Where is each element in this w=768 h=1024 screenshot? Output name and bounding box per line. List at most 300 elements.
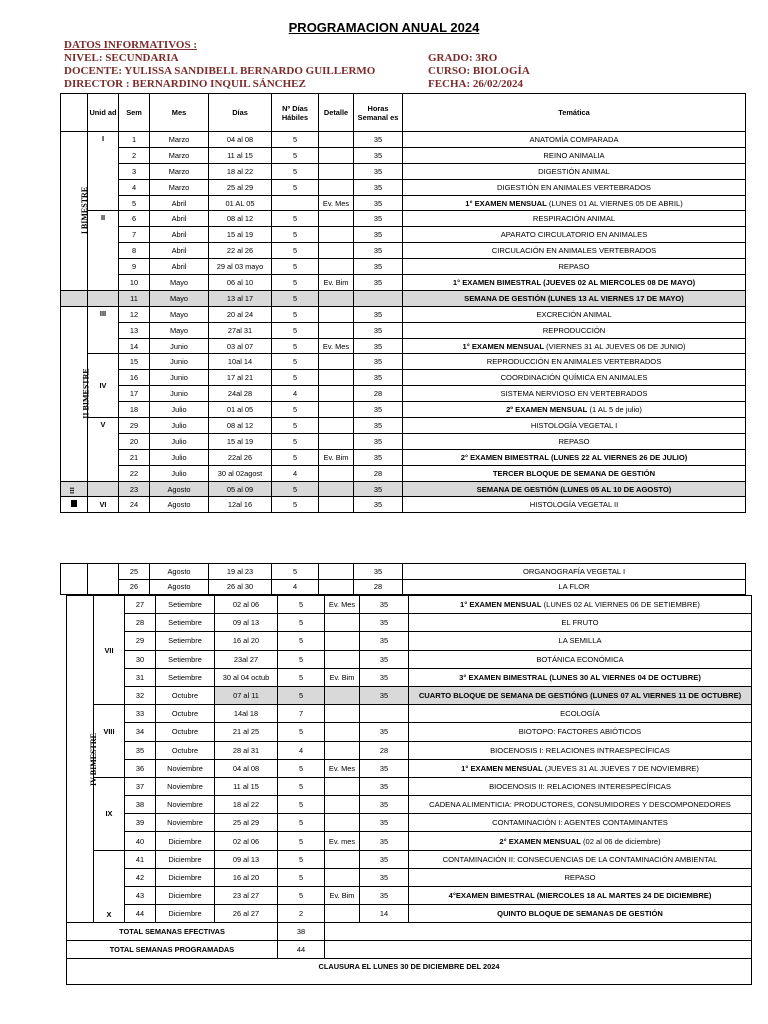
detalle-cell bbox=[319, 179, 354, 195]
horas-cell: 35 bbox=[354, 564, 403, 580]
horas-cell: 35 bbox=[354, 259, 403, 275]
tematica-cell bbox=[409, 650, 752, 668]
total-programadas-empty bbox=[325, 941, 752, 959]
dias-cell: 21 al 25 bbox=[215, 723, 278, 741]
tematica-text: LA FLOR bbox=[558, 582, 590, 592]
tematica-bold-text: 4°EXAMEN BIMESTRAL (MIERCOLES 18 AL MARTES 24 DE DICIEMBRE) bbox=[448, 891, 712, 901]
clausura-row bbox=[67, 959, 752, 985]
horas-cell: 35 bbox=[354, 211, 403, 227]
sem-cell: 13 bbox=[119, 322, 150, 338]
tematica-text: BIOCENOSIS I: RELACIONES INTRAESPECÍFICAS bbox=[490, 745, 670, 755]
detalle-cell bbox=[325, 905, 360, 923]
mes-cell: Junio bbox=[150, 338, 209, 354]
table-row bbox=[67, 868, 752, 886]
horas-cell: 35 bbox=[360, 614, 409, 632]
table-row bbox=[67, 887, 752, 905]
bimestre-label: IV BIMESTRE bbox=[88, 732, 98, 786]
mes-cell: Julio bbox=[150, 418, 209, 434]
detalle-cell bbox=[319, 227, 354, 243]
tematica-text: EXCRECIÓN ANIMAL bbox=[536, 309, 612, 319]
detalle-cell bbox=[325, 705, 360, 723]
detalle-cell bbox=[319, 418, 354, 434]
bimestre-cell-2 bbox=[61, 306, 91, 481]
tematica-text: DIGESTIÓN ANIMAL bbox=[538, 166, 610, 176]
header-tematica: Temática bbox=[403, 94, 746, 132]
dias-cell: 16 al 20 bbox=[215, 868, 278, 886]
table-row bbox=[61, 147, 746, 163]
horas-cell: 35 bbox=[354, 306, 403, 322]
mes-cell: Mayo bbox=[150, 322, 209, 338]
habiles-cell: 5 bbox=[278, 832, 325, 850]
table-row bbox=[61, 322, 746, 338]
tematica-cell bbox=[403, 354, 746, 370]
tematica-bold-text: 2° EXAMEN BIMESTRAL (LUNES 22 AL VIERNES 26 DE JULIO) bbox=[460, 452, 688, 462]
tematica-text: HISTOLOGÍA VEGETAL II bbox=[529, 500, 619, 510]
habiles-cell: 5 bbox=[272, 306, 319, 322]
tematica-cell bbox=[409, 905, 752, 923]
dias-cell: 04 al 08 bbox=[215, 759, 278, 777]
tematica-text: BOTÁNICA ECONÓMICA bbox=[536, 654, 624, 664]
horas-cell: 35 bbox=[354, 481, 403, 497]
dias-cell: 22 al 26 bbox=[209, 243, 272, 259]
horas-cell: 35 bbox=[354, 132, 403, 148]
horas-cell: 35 bbox=[360, 850, 409, 868]
mes-cell: Diciembre bbox=[156, 868, 215, 886]
table-row bbox=[61, 465, 746, 481]
table-header-row bbox=[61, 94, 746, 132]
total-efectivas-value: 38 bbox=[278, 923, 325, 941]
tematica-cell bbox=[403, 195, 746, 211]
tematica-text: CONTAMINACIÓN I: AGENTES CONTAMINANTES bbox=[492, 818, 668, 828]
tematica-cell bbox=[403, 465, 746, 481]
tematica-text: CADENA ALIMENTICIA: PRODUCTORES, CONSUMIDORES Y DESCOMPONEDORES bbox=[429, 800, 731, 810]
table-row bbox=[67, 650, 752, 668]
habiles-cell: 5 bbox=[278, 814, 325, 832]
habiles-cell: 5 bbox=[278, 686, 325, 704]
table-row bbox=[61, 179, 746, 195]
mes-cell: Agosto bbox=[150, 579, 209, 595]
table-row bbox=[67, 705, 752, 723]
habiles-cell: 5 bbox=[272, 354, 319, 370]
table-row bbox=[67, 632, 752, 650]
sem-cell: 3 bbox=[119, 163, 150, 179]
tematica-cell bbox=[403, 243, 746, 259]
mes-cell: Diciembre bbox=[156, 832, 215, 850]
detalle-cell bbox=[319, 211, 354, 227]
detalle-cell bbox=[319, 564, 354, 580]
table-row bbox=[67, 814, 752, 832]
horas-cell: 35 bbox=[354, 322, 403, 338]
dias-cell: 30 al 04 octub bbox=[215, 668, 278, 686]
mes-cell: Junio bbox=[150, 370, 209, 386]
habiles-cell: 5 bbox=[278, 796, 325, 814]
tematica-cell bbox=[409, 796, 752, 814]
tematica-bold-text: CUARTO BLOQUE DE SEMANA DE GESTIÓNG (LUNES 07 AL VIERNES 11 DE OCTUBRE) bbox=[418, 691, 742, 701]
tematica-text: BIOTOPO: FACTORES ABIÓTICOS bbox=[518, 727, 642, 737]
dias-cell: 09 al 13 bbox=[215, 850, 278, 868]
table-row bbox=[61, 354, 746, 370]
tematica-cell bbox=[403, 275, 746, 291]
detalle-cell: Ev. Mes bbox=[325, 759, 360, 777]
tematica-cell bbox=[403, 259, 746, 275]
detalle-cell bbox=[319, 465, 354, 481]
habiles-cell: 5 bbox=[278, 668, 325, 686]
unit-cell: VIII bbox=[94, 705, 125, 778]
tematica-cell bbox=[409, 850, 752, 868]
tematica-cell bbox=[403, 579, 746, 595]
table-row bbox=[61, 370, 746, 386]
habiles-cell bbox=[272, 195, 319, 211]
tematica-cell bbox=[409, 632, 752, 650]
unit-cell-empty bbox=[88, 481, 119, 497]
mes-cell: Julio bbox=[150, 402, 209, 418]
habiles-cell: 5 bbox=[272, 211, 319, 227]
clausura-text: CLAUSURA EL LUNES 30 DE DICIEMBRE DEL 2024 bbox=[67, 959, 752, 985]
table-row bbox=[61, 579, 746, 595]
detalle-cell bbox=[319, 354, 354, 370]
mes-cell: Diciembre bbox=[156, 905, 215, 923]
sem-cell: 16 bbox=[119, 370, 150, 386]
detalle-cell bbox=[325, 777, 360, 795]
table-row bbox=[61, 338, 746, 354]
mes-cell: Diciembre bbox=[156, 887, 215, 905]
detalle-cell: Ev. Mes bbox=[319, 195, 354, 211]
total-programadas-value: 44 bbox=[278, 941, 325, 959]
detalle-cell: Ev. Mes bbox=[319, 338, 354, 354]
detalle-cell bbox=[325, 723, 360, 741]
sem-cell: 22 bbox=[119, 465, 150, 481]
horas-cell: 35 bbox=[354, 227, 403, 243]
table-row bbox=[61, 243, 746, 259]
mes-cell: Octubre bbox=[156, 705, 215, 723]
habiles-cell: 7 bbox=[278, 705, 325, 723]
total-programadas-label: TOTAL SEMANAS PROGRAMADAS bbox=[67, 941, 278, 959]
table-row bbox=[61, 433, 746, 449]
horas-cell: 35 bbox=[360, 668, 409, 686]
tematica-cell bbox=[409, 759, 752, 777]
dias-cell: 22al 26 bbox=[209, 449, 272, 465]
detalle-cell bbox=[319, 306, 354, 322]
dias-cell: 17 al 21 bbox=[209, 370, 272, 386]
bimestre-cell-1 bbox=[61, 132, 88, 291]
dias-cell: 01 al 05 bbox=[209, 402, 272, 418]
bimestre-cell-empty bbox=[61, 290, 88, 306]
sem-cell: 33 bbox=[125, 705, 156, 723]
horas-cell: 35 bbox=[360, 832, 409, 850]
horas-cell: 28 bbox=[354, 465, 403, 481]
dias-cell: 23al 27 bbox=[215, 650, 278, 668]
tematica-text: (LUNES 01 AL VIERNES 05 DE ABRIL) bbox=[546, 198, 683, 208]
habiles-cell: 5 bbox=[272, 481, 319, 497]
table-row bbox=[61, 449, 746, 465]
mes-cell: Julio bbox=[150, 465, 209, 481]
horas-cell: 35 bbox=[354, 179, 403, 195]
mes-cell: Setiembre bbox=[156, 632, 215, 650]
dias-cell: 18 al 22 bbox=[215, 796, 278, 814]
tematica-bold-text: 1° EXAMEN MENSUAL bbox=[460, 600, 542, 610]
detalle-cell bbox=[319, 163, 354, 179]
horas-cell: 35 bbox=[354, 275, 403, 291]
mes-cell: Octubre bbox=[156, 686, 215, 704]
dias-cell: 26 al 30 bbox=[209, 579, 272, 595]
sem-cell: 23 bbox=[119, 481, 150, 497]
habiles-cell: 5 bbox=[272, 132, 319, 148]
info-curso: CURSO: BIOLOGÍA bbox=[428, 65, 530, 77]
mes-cell: Abril bbox=[150, 243, 209, 259]
horas-cell: 35 bbox=[354, 418, 403, 434]
horas-cell: 35 bbox=[354, 497, 403, 513]
detalle-cell bbox=[319, 433, 354, 449]
tematica-cell bbox=[403, 433, 746, 449]
tematica-cell bbox=[409, 705, 752, 723]
habiles-cell: 4 bbox=[272, 465, 319, 481]
info-grado: GRADO: 3RO bbox=[428, 52, 498, 64]
habiles-cell: 5 bbox=[272, 497, 319, 513]
habiles-cell: 4 bbox=[272, 386, 319, 402]
detalle-cell bbox=[319, 579, 354, 595]
detalle-cell: Ev. Bim bbox=[319, 275, 354, 291]
table-row bbox=[61, 497, 746, 513]
tematica-text: REPRODUCCIÓN EN ANIMALES VERTEBRADOS bbox=[486, 357, 662, 367]
sem-cell: 31 bbox=[125, 668, 156, 686]
info-left bbox=[64, 39, 375, 91]
tematica-cell bbox=[403, 306, 746, 322]
dias-cell: 10al 14 bbox=[209, 354, 272, 370]
unit-cell-empty bbox=[88, 564, 119, 595]
table-row bbox=[67, 905, 752, 923]
bimestre-label: II BIMESTRE bbox=[81, 368, 91, 419]
table-row bbox=[61, 195, 746, 211]
habiles-cell: 5 bbox=[278, 650, 325, 668]
detalle-cell: Ev. Mes bbox=[325, 596, 360, 614]
tematica-bold-text: 1° EXAMEN BIMESTRAL (JUEVES 02 AL MIERCOLES 08 DE MAYO) bbox=[452, 277, 696, 287]
table-row bbox=[61, 418, 746, 434]
detalle-cell bbox=[325, 796, 360, 814]
tematica-cell bbox=[409, 887, 752, 905]
dias-cell: 11 al 15 bbox=[215, 777, 278, 795]
horas-cell: 35 bbox=[360, 868, 409, 886]
habiles-cell: 5 bbox=[272, 227, 319, 243]
habiles-cell: 5 bbox=[272, 449, 319, 465]
detalle-cell bbox=[319, 370, 354, 386]
habiles-cell: 5 bbox=[272, 418, 319, 434]
bimestre-cell-empty bbox=[61, 564, 88, 595]
sem-cell: 1 bbox=[119, 132, 150, 148]
horas-cell: 35 bbox=[354, 370, 403, 386]
bimestre-cell-3-marker bbox=[61, 497, 88, 513]
dias-cell: 09 al 13 bbox=[215, 614, 278, 632]
tematica-text: COORDINACIÓN QUÍMICA EN ANIMALES bbox=[500, 373, 648, 383]
mes-cell: Noviembre bbox=[156, 759, 215, 777]
sem-cell: 40 bbox=[125, 832, 156, 850]
dias-cell: 01 AL 05 bbox=[209, 195, 272, 211]
mes-cell: Octubre bbox=[156, 723, 215, 741]
dias-cell: 30 al 02agost bbox=[209, 465, 272, 481]
horas-cell: 28 bbox=[354, 386, 403, 402]
table-row bbox=[61, 163, 746, 179]
horas-cell: 35 bbox=[360, 632, 409, 650]
sem-cell: 15 bbox=[119, 354, 150, 370]
tematica-cell bbox=[403, 418, 746, 434]
habiles-cell: 5 bbox=[272, 243, 319, 259]
mes-cell: Abril bbox=[150, 211, 209, 227]
detalle-cell bbox=[319, 243, 354, 259]
header-dias: Días bbox=[209, 94, 272, 132]
detalle-cell: Ev. mes bbox=[325, 832, 360, 850]
table-row bbox=[67, 796, 752, 814]
tematica-cell bbox=[409, 723, 752, 741]
sem-cell: 17 bbox=[119, 386, 150, 402]
dias-cell: 14al 18 bbox=[215, 705, 278, 723]
horas-cell: 35 bbox=[354, 338, 403, 354]
tematica-cell bbox=[409, 596, 752, 614]
habiles-cell: 5 bbox=[272, 147, 319, 163]
sem-cell: 41 bbox=[125, 850, 156, 868]
table-row bbox=[67, 614, 752, 632]
tematica-text: ORGANOGRAFÍA VEGETAL I bbox=[522, 566, 626, 576]
tematica-text: EL FRUTO bbox=[561, 618, 599, 628]
sem-cell: 43 bbox=[125, 887, 156, 905]
header-mes: Mes bbox=[150, 94, 209, 132]
horas-cell: 35 bbox=[354, 243, 403, 259]
horas-cell bbox=[360, 705, 409, 723]
dias-cell: 23 al 27 bbox=[215, 887, 278, 905]
tematica-cell bbox=[403, 211, 746, 227]
sem-cell: 24 bbox=[119, 497, 150, 513]
unit-cell: VII bbox=[94, 596, 125, 705]
horas-cell bbox=[354, 290, 403, 306]
table-row bbox=[61, 386, 746, 402]
habiles-cell: 5 bbox=[272, 402, 319, 418]
mes-cell: Julio bbox=[150, 449, 209, 465]
unit-cell: IV bbox=[88, 354, 119, 418]
tematica-cell bbox=[403, 449, 746, 465]
sem-cell: 30 bbox=[125, 650, 156, 668]
detalle-cell: Ev. Bim bbox=[319, 449, 354, 465]
tematica-bold-text: 3° EXAMEN BIMESTRAL (LUNES 30 AL VIERNES 04 DE OCTUBRE) bbox=[459, 672, 701, 682]
mes-cell: Julio bbox=[150, 433, 209, 449]
dias-cell: 05 al 09 bbox=[209, 481, 272, 497]
dias-cell: 15 al 19 bbox=[209, 433, 272, 449]
sem-cell: 21 bbox=[119, 449, 150, 465]
info-right bbox=[428, 52, 530, 91]
horas-cell: 14 bbox=[360, 905, 409, 923]
table-row bbox=[61, 275, 746, 291]
sem-cell: 28 bbox=[125, 614, 156, 632]
sem-cell: 20 bbox=[119, 433, 150, 449]
tematica-text: CONTAMINACIÓN II: CONSECUENCIAS DE LA CONTAMINACIÓN AMBIENTAL bbox=[442, 854, 718, 864]
bimestre-cell-4 bbox=[67, 596, 98, 923]
bimestre-marker-icon bbox=[71, 500, 77, 507]
horas-cell: 35 bbox=[360, 686, 409, 704]
tematica-cell bbox=[403, 386, 746, 402]
habiles-cell: 5 bbox=[278, 850, 325, 868]
habiles-cell: 5 bbox=[278, 868, 325, 886]
detalle-cell bbox=[319, 497, 354, 513]
detalle-cell bbox=[319, 147, 354, 163]
horas-cell: 35 bbox=[360, 887, 409, 905]
tematica-cell bbox=[409, 614, 752, 632]
table-row bbox=[67, 668, 752, 686]
tematica-bold-text: 2° EXAMEN MENSUAL bbox=[499, 836, 581, 846]
sem-cell: 36 bbox=[125, 759, 156, 777]
tematica-bold-text: 2º EXAMEN MENSUAL bbox=[506, 405, 588, 415]
info-docente: DOCENTE: YULISSA SANDIBELL BERNARDO GUILLERMO bbox=[64, 65, 376, 77]
habiles-cell: 5 bbox=[278, 777, 325, 795]
sem-cell: 8 bbox=[119, 243, 150, 259]
tematica-cell bbox=[403, 322, 746, 338]
tematica-bold-text: TERCER BLOQUE DE SEMANA DE GESTIÓN bbox=[492, 468, 656, 478]
tematica-text: BIOCENOSIS II: RELACIONES INTERESPECÍFICAS bbox=[489, 781, 671, 791]
horas-cell: 35 bbox=[354, 147, 403, 163]
header-habiles: Nº Días Hábiles bbox=[272, 94, 319, 132]
sem-cell: 12 bbox=[119, 306, 150, 322]
mes-cell: Noviembre bbox=[156, 814, 215, 832]
tematica-bold-text: SEMANA DE GESTIÓN (LUNES 13 AL VIERNES 17 DE MAYO) bbox=[464, 293, 684, 303]
horas-cell: 35 bbox=[354, 354, 403, 370]
tematica-text: REPASO bbox=[558, 262, 590, 272]
total-efectivas-row bbox=[67, 923, 752, 941]
horas-cell: 28 bbox=[354, 579, 403, 595]
mes-cell: Marzo bbox=[150, 163, 209, 179]
table-row bbox=[67, 777, 752, 795]
sem-cell: 25 bbox=[119, 564, 150, 580]
horas-cell: 35 bbox=[360, 723, 409, 741]
unit-cell: II bbox=[88, 211, 119, 290]
mes-cell: Mayo bbox=[150, 306, 209, 322]
table-row bbox=[61, 306, 746, 322]
habiles-cell: 5 bbox=[278, 759, 325, 777]
bimestre-label: III bbox=[70, 486, 77, 494]
sem-cell: 42 bbox=[125, 868, 156, 886]
detalle-cell bbox=[319, 481, 354, 497]
tematica-cell bbox=[409, 814, 752, 832]
detalle-cell bbox=[319, 132, 354, 148]
unit-cell: X bbox=[94, 850, 125, 923]
unit-cell: IX bbox=[94, 777, 125, 850]
habiles-cell: 5 bbox=[272, 179, 319, 195]
total-efectivas-label: TOTAL SEMANAS EFECTIVAS bbox=[67, 923, 278, 941]
tematica-text: SISTEMA NERVIOSO EN VERTEBRADOS bbox=[500, 389, 648, 399]
tematica-text: ANATOMÍA COMPARADA bbox=[529, 134, 619, 144]
sem-cell: 11 bbox=[119, 290, 150, 306]
total-efectivas-empty bbox=[325, 923, 752, 941]
mes-cell: Mayo bbox=[150, 275, 209, 291]
unit-cell: III bbox=[88, 306, 119, 354]
sem-cell: 29 bbox=[119, 418, 150, 434]
sem-cell: 29 bbox=[125, 632, 156, 650]
sem-cell: 18 bbox=[119, 402, 150, 418]
unit-cell-empty bbox=[88, 290, 119, 306]
habiles-cell: 5 bbox=[278, 614, 325, 632]
sem-cell: 7 bbox=[119, 227, 150, 243]
sem-cell: 2 bbox=[119, 147, 150, 163]
dias-cell: 20 al 24 bbox=[209, 306, 272, 322]
dias-cell: 16 al 20 bbox=[215, 632, 278, 650]
dias-cell: 27al 31 bbox=[209, 322, 272, 338]
mes-cell: Junio bbox=[150, 386, 209, 402]
mes-cell: Mayo bbox=[150, 290, 209, 306]
detalle-cell bbox=[319, 322, 354, 338]
horas-cell: 35 bbox=[354, 402, 403, 418]
tematica-text: DIGESTIÓN EN ANIMALES VERTEBRADOS bbox=[497, 182, 651, 192]
mes-cell: Abril bbox=[150, 227, 209, 243]
tematica-text: REPRODUCCIÓN bbox=[542, 325, 606, 335]
table-row bbox=[67, 832, 752, 850]
tematica-text: REINO ANIMALIA bbox=[543, 150, 605, 160]
dias-cell: 04 al 08 bbox=[209, 132, 272, 148]
tematica-cell bbox=[403, 290, 746, 306]
